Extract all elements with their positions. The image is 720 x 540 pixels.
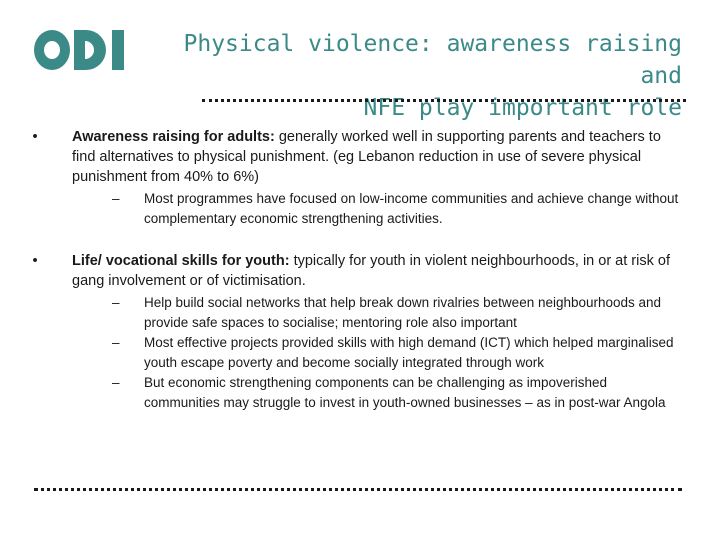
sub-bullet	[72, 333, 680, 373]
bullet-awareness-raising	[30, 127, 680, 229]
title-divider	[202, 99, 686, 102]
bullet-text: typically for youth in violent neighbourhoods, in or at risk of gang involvement or of victimisation.	[72, 253, 670, 289]
footer-divider	[34, 488, 682, 491]
bullet-marker: •	[32, 253, 38, 269]
bullet-heading: Awareness raising for adults:	[72, 129, 275, 145]
odi-logo	[34, 28, 134, 72]
sub-bullet-marker: –	[112, 191, 120, 206]
sub-bullet-marker: –	[112, 335, 120, 350]
sub-bullet-text: Most programmes have focused on low-income communities and achieve change without complementary economic strengthening activities.	[144, 191, 679, 226]
sub-bullet	[72, 189, 680, 229]
bullet-heading: Life/ vocational skills for youth:	[72, 253, 290, 269]
slide-body	[30, 127, 680, 435]
title-line-2: NFE play important role	[363, 95, 682, 121]
bullet-life-skills	[30, 251, 680, 413]
sub-bullet-text: Most effective projects provided skills with high demand (ICT) which helped marginalised youth escape poverty and become socially integrated through work	[144, 335, 674, 370]
sub-bullet-marker: –	[112, 295, 120, 310]
sub-bullet	[72, 293, 680, 333]
sub-bullet-text: But economic strengthening components can be challenging as impoverished communities may struggle to invest in youth-owned businesses – as in post-war Angola	[144, 375, 666, 410]
title-line-1: Physical violence: awareness raising and	[183, 31, 682, 89]
sub-bullet-text: Help build social networks that help break down rivalries between neighbourhoods and provide safe spaces to socialise; mentoring role also important	[144, 295, 662, 330]
sub-bullet	[72, 373, 680, 413]
bullet-text: generally worked well in supporting parents and teachers to find alternatives to physical punishment. (eg Lebanon reduction in use of severe physical punishment from 40% to 6%)	[72, 129, 661, 185]
sub-bullet-marker: –	[112, 375, 120, 390]
page-title	[142, 28, 682, 124]
bullet-marker: •	[32, 129, 38, 145]
